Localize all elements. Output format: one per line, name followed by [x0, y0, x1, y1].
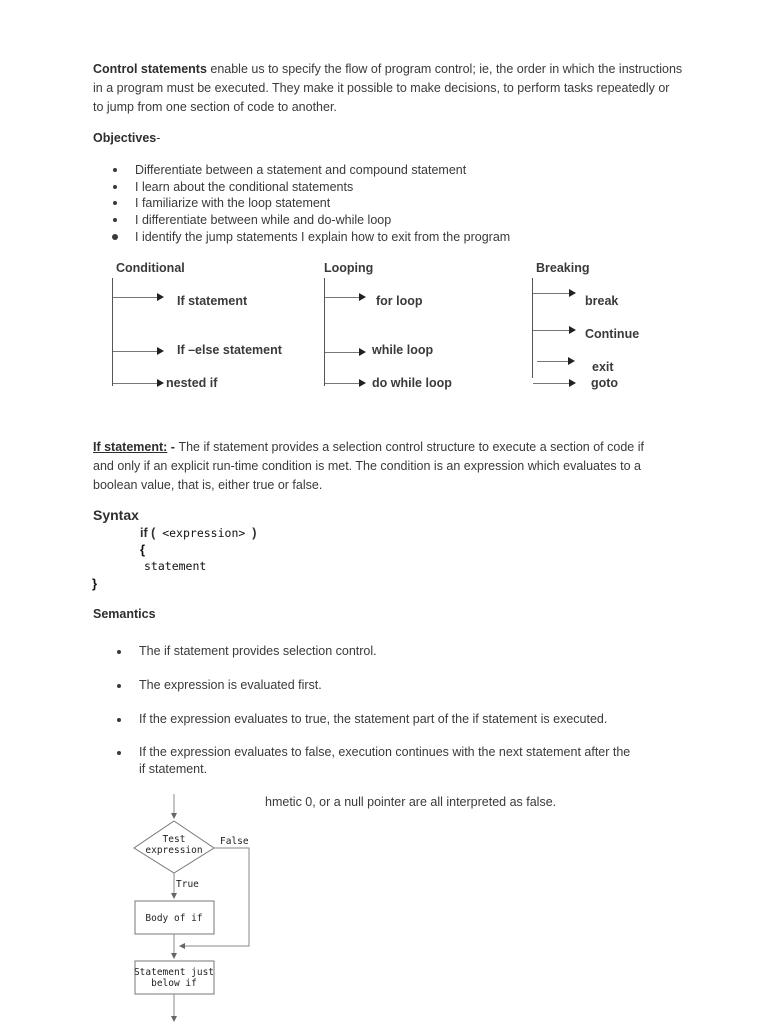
looping-trunk	[324, 278, 325, 386]
list-item-text: If the expression evaluates to false, execution continues with the next statement after the if statement.	[139, 745, 631, 776]
list-item-text: I learn about the conditional statements	[135, 179, 354, 194]
branch-line	[113, 383, 157, 384]
bullet-icon	[117, 650, 121, 654]
arrow-icon	[359, 348, 366, 356]
branch-line	[113, 297, 157, 298]
objectives-heading: Objectives	[93, 131, 157, 145]
arrow-icon	[569, 289, 576, 297]
bullet-icon	[113, 218, 117, 222]
conditional-trunk	[112, 278, 113, 386]
intro-text: enable us to specify the flow of program control; ie, the order in which the instructions in a program must be executed. They make it possible to make decisions, to perform tasks repeatedly or to jump from one section of code to another.	[93, 62, 683, 114]
diagram-item-break: break	[585, 294, 619, 308]
list-item	[93, 229, 510, 246]
if-statement-paragraph	[93, 438, 668, 495]
diagram-item-exit: exit	[592, 360, 614, 374]
arrow-icon	[568, 357, 575, 365]
list-item-text: If the expression evaluates to true, the statement part of the if statement is executed.	[139, 712, 608, 726]
diagram-item-do-while-loop: do while loop	[372, 376, 452, 390]
bullet-icon	[117, 751, 121, 755]
arrow-icon	[359, 293, 366, 301]
arrow-icon	[569, 326, 576, 334]
bullet-icon	[113, 201, 117, 205]
intro-lead: Control statements	[93, 62, 207, 76]
arrow-icon	[569, 379, 576, 387]
list-item-text: Differentiate between a statement and compound statement	[135, 163, 467, 177]
syntax-heading: Syntax	[93, 507, 139, 523]
syntax-open-brace: {	[140, 542, 146, 557]
body-of-if-label: Body of if	[145, 913, 203, 924]
if-flowchart	[128, 792, 258, 1024]
arrow-icon	[157, 379, 164, 387]
diagram-item-if-else: If –else statement	[177, 343, 282, 357]
diagram-item-nested-if: nested if	[166, 376, 218, 390]
diagram-item-for-loop: for loop	[376, 294, 423, 308]
list-item-text: The if statement provides selection control.	[139, 644, 377, 658]
list-item	[93, 162, 510, 179]
semantics-heading: Semantics	[93, 607, 156, 621]
breaking-heading: Breaking	[536, 261, 590, 275]
objectives-heading-row	[93, 131, 160, 145]
next-statement-line1: Statement just	[133, 967, 215, 978]
list-item	[93, 195, 510, 212]
looping-heading: Looping	[324, 261, 374, 275]
syntax-close-paren: )	[252, 526, 257, 540]
branch-line	[533, 330, 569, 331]
bullet-icon	[113, 185, 117, 189]
if-statement-text: The if statement provides a selection control structure to execute a section of code if and only if an explicit run-time condition is met. The condition is an expression which evaluates to a boolean value, that is, either true or false.	[93, 440, 644, 492]
false-label: False	[220, 836, 249, 847]
semantics-list	[93, 643, 653, 778]
arrow-icon	[157, 293, 164, 301]
bullet-icon	[117, 684, 121, 688]
conditional-heading: Conditional	[116, 261, 185, 275]
if-statement-label: If statement:	[93, 440, 168, 454]
if-statement-dash: -	[167, 440, 179, 454]
list-item	[93, 212, 510, 229]
branch-line	[533, 293, 569, 294]
diagram-item-while-loop: while loop	[372, 343, 434, 357]
branch-line	[325, 297, 359, 298]
test-expression-line2: expression	[145, 845, 203, 856]
arrow-icon	[359, 379, 366, 387]
syntax-statement: statement	[144, 559, 207, 573]
branch-line	[537, 361, 568, 362]
bullet-icon	[117, 718, 121, 722]
list-item	[93, 744, 639, 778]
list-item	[93, 179, 510, 196]
syntax-expression: <expression>	[155, 526, 253, 540]
test-expression-line1: Test	[162, 834, 186, 845]
objectives-list	[93, 162, 510, 246]
branch-line	[113, 351, 157, 352]
branch-line	[325, 383, 359, 384]
diagram-item-if: If statement	[177, 294, 248, 308]
intro-paragraph	[93, 60, 683, 117]
objectives-dash: -	[156, 131, 161, 145]
syntax-if-line	[140, 526, 256, 540]
bullet-icon	[113, 168, 117, 172]
list-item	[93, 711, 653, 728]
true-label: True	[176, 879, 199, 890]
bullet-icon	[112, 234, 118, 240]
list-item-text: I identify the jump statements I explain how to exit from the program	[135, 229, 511, 244]
list-item	[93, 643, 653, 660]
list-item	[93, 677, 653, 694]
diagram-item-goto: goto	[591, 376, 619, 390]
list-item-text: I familiarize with the loop statement	[135, 196, 331, 211]
semantics-partial-line: hmetic 0, or a null pointer are all interpreted as false.	[265, 795, 557, 809]
diagram-item-continue: Continue	[585, 327, 640, 341]
arrow-icon	[157, 347, 164, 355]
next-statement-line2: below if	[151, 978, 197, 989]
branch-line	[325, 352, 359, 353]
branch-line	[533, 383, 569, 384]
list-item-text: I differentiate between while and do-while loop	[135, 213, 392, 228]
syntax-if-keyword: if (	[140, 526, 156, 540]
syntax-close-brace: }	[92, 576, 98, 591]
list-item-text: The expression is evaluated first.	[139, 678, 322, 692]
